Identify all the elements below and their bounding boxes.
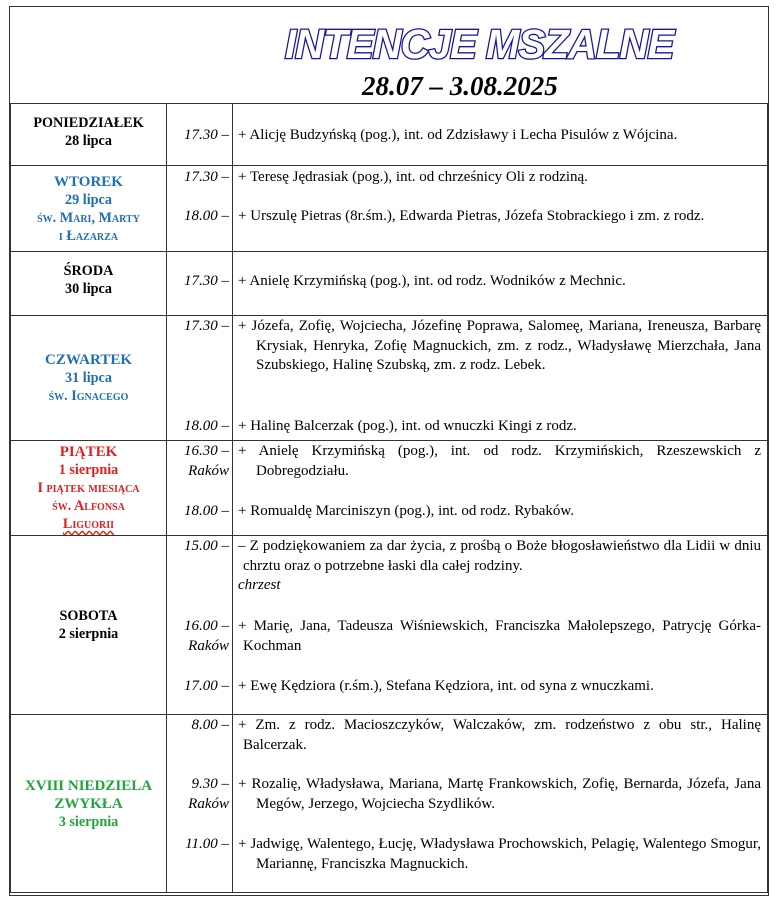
time-cell (167, 715, 233, 893)
day-row-thursday (11, 316, 768, 441)
mass-time: 16.30 – Raków (167, 442, 229, 481)
intention-cell (233, 715, 768, 893)
day-row-sunday (11, 715, 768, 893)
day-date: 28 lipca (65, 132, 112, 149)
mass-intention: – Z podziękowaniem za dar życia, z prośbą o Boże błogosławieństwo dla Lidii w dniu chrztu oraz o potrzebne łaski dla całej rodziny. chrzest (238, 537, 761, 596)
time-cell (167, 166, 233, 252)
day-date: 30 lipca (65, 280, 112, 297)
mass-intention: + Halinę Balcerzak (pog.), int. od wnuczki Kingi z rodz. (238, 418, 577, 434)
time-cell (167, 536, 233, 715)
mass-intention: + Józefa, Zofię, Wojciecha, Józefinę Poprawa, Salomeę, Mariana, Ireneusza, Barbarę Krysiak, Henryka, Zofię Magnuckich, zm. z rodz., Władysławę Mierzchała, Jana Szubskiego, Halinę Szubską, zm. z rodz. Lebek. (238, 318, 761, 373)
day-cell (11, 536, 167, 715)
time-cell (167, 441, 233, 536)
day-feast-cont: Liguorii (62, 516, 115, 532)
intention-cell (233, 316, 768, 441)
mass-intention: + Rozalię, Władysława, Mariana, Martę Frankowskich, Zofię, Bernarda, Józefa, Jana Megów, Jerzego, Wojciecha Szydlików. (238, 776, 761, 812)
intention-cell (233, 441, 768, 536)
mass-time: 15.00 – (184, 538, 229, 554)
day-cell (11, 252, 167, 316)
intentions-document (9, 6, 769, 896)
day-date: 1 sierpnia (58, 462, 119, 478)
day-row-monday (11, 104, 768, 166)
day-date: 29 lipca (65, 191, 112, 208)
mass-intention: + Jadwigę, Walentego, Łucję, Władysława Prochowskich, Pelagię, Walentego Smogur, Mariannę, Franciszka Magnuckich. (238, 836, 761, 872)
mass-time: 16.00 – Raków (167, 617, 229, 656)
mass-intention: + Ewę Kędziora (r.śm.), Stefana Kędziora, int. od syna z wnuczkami. (238, 678, 654, 694)
day-name: ŚRODA (63, 262, 114, 279)
day-row-friday (11, 441, 768, 536)
mass-intention: + Urszulę Pietras (8r.śm.), Edwarda Pietras, Józefa Stobrackiego i zm. z rodz. (238, 208, 705, 224)
day-name: CZWARTEK (45, 352, 132, 368)
mass-time: 17.30 – (184, 127, 229, 143)
mass-time: 18.00 – (184, 208, 229, 224)
day-name-cont: ZWYKŁA (54, 795, 123, 812)
date-range: 28.07 – 3.08.2025 (362, 71, 558, 101)
day-first-friday: I piątek miesiąca (37, 480, 140, 496)
time-cell (167, 252, 233, 316)
day-cell (11, 441, 167, 536)
day-feast: św. Mari, Marty (37, 209, 140, 226)
mass-time: 11.00 – (185, 836, 229, 852)
day-feast-cont: i Łazarza (58, 227, 119, 244)
time-cell (167, 316, 233, 441)
mass-time: 18.00 – (184, 418, 229, 434)
day-cell (11, 166, 167, 252)
day-date: 2 sierpnia (58, 626, 119, 642)
day-date: 3 sierpnia (58, 813, 119, 830)
day-cell (11, 316, 167, 441)
intention-cell (233, 104, 768, 166)
intention-cell (233, 536, 768, 715)
mass-intention: + Romualdę Marciniszyn (pog.), int. od rodz. Rybaków. (238, 503, 574, 519)
day-feast: św. Alfonsa (52, 498, 125, 514)
day-row-tuesday (11, 166, 768, 252)
day-cell (11, 715, 167, 893)
document-header (10, 7, 768, 103)
mass-intention: + Marię, Jana, Tadeusza Wiśniewskich, Franciszka Małolepszego, Patrycję Górka-Kochman (238, 618, 761, 654)
intentions-table (10, 103, 768, 893)
day-row-wednesday (11, 252, 768, 316)
mass-place: Raków (188, 795, 229, 812)
time-cell (167, 104, 233, 166)
document-title: INTENCJE MSZALNE (285, 21, 674, 67)
day-cell (11, 104, 167, 166)
mass-intention: + Teresę Jędrasiak (pog.), int. od chrześnicy Oli z rodziną. (238, 169, 588, 185)
mass-time: 9.30 – Raków (167, 775, 229, 814)
mass-time: 8.00 – (191, 717, 229, 733)
mass-place: Raków (188, 462, 229, 479)
mass-note: chrzest (238, 577, 281, 593)
mass-time: 17.30 – (184, 169, 229, 185)
mass-time: 18.00 – (184, 503, 229, 519)
mass-time: 17.30 – (184, 273, 229, 289)
mass-time: 17.30 – (184, 318, 229, 334)
mass-intention: + Anielę Krzymińską (pog.), int. od rodz. Wodników z Mechnic. (238, 273, 626, 289)
mass-intention: + Zm. z rodz. Macioszczyków, Walczaków, zm. rodzeństwo z obu str., Halinę Balcerzak. (238, 717, 761, 753)
day-name: PONIEDZIAŁEK (33, 114, 144, 131)
day-name: SOBOTA (59, 608, 118, 624)
mass-intention: + Anielę Krzymińską (pog.), int. od rodz. Krzymińskich, Rzeszewskich z Dobregodziału. (238, 443, 761, 479)
day-date: 31 lipca (65, 370, 112, 386)
day-name: XVIII NIEDZIELA (24, 777, 153, 794)
day-row-saturday (11, 536, 768, 715)
mass-intention: + Alicję Budzyńską (pog.), int. od Zdzisławy i Lecha Pisulów z Wójcina. (238, 127, 678, 143)
intention-cell (233, 166, 768, 252)
intention-cell (233, 252, 768, 316)
day-feast: św. Ignacego (48, 388, 129, 404)
mass-time: 17.00 – (184, 678, 229, 694)
day-name: PIĄTEK (59, 444, 118, 460)
day-name: WTOREK (54, 173, 123, 190)
mass-place: Raków (188, 637, 229, 654)
